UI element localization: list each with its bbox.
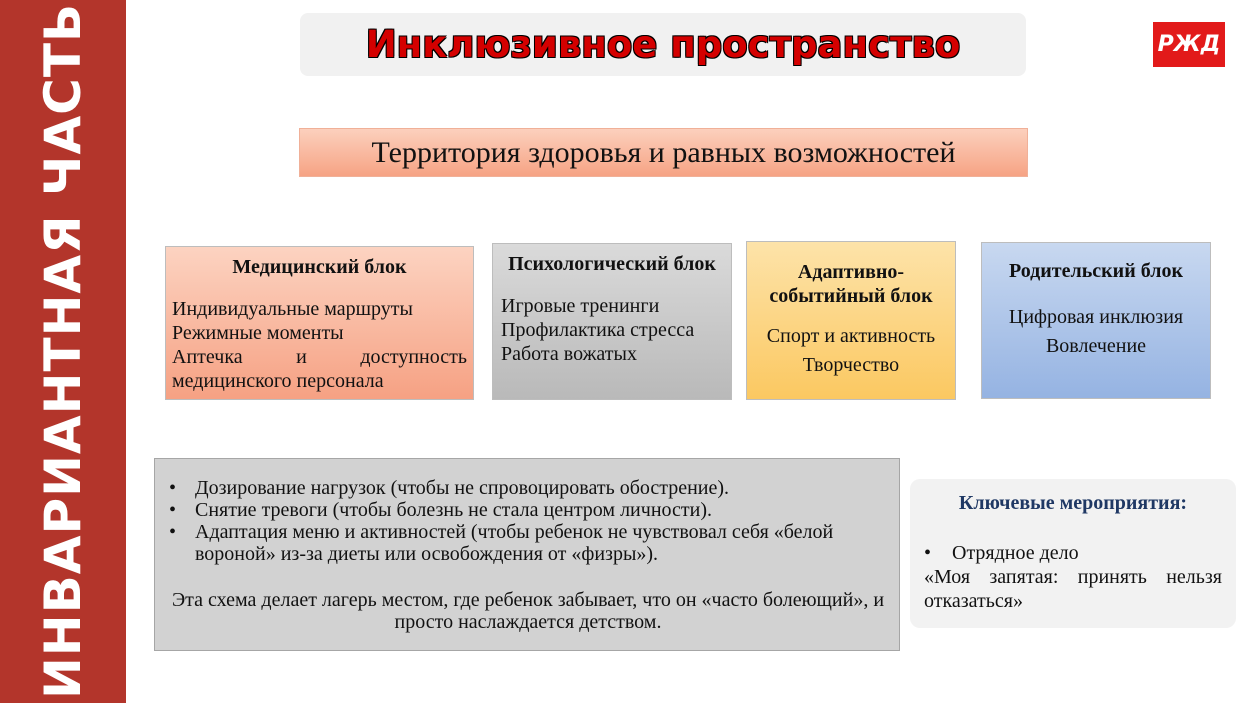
notes-bullet: • Снятие тревоги (чтобы болезнь не стала центром личности). [169,499,887,521]
territory-banner: Территория здоровья и равных возможностей [299,128,1028,177]
notes-summary: Эта схема делает лагерь местом, где ребенок забывает, что он «часто болеющий», и просто наслаждается детством. [171,589,885,633]
psychological-block [492,243,732,400]
key-events-bullet: • Отрядное дело [924,541,1222,565]
rzd-logo-icon: РЖД [1157,32,1221,57]
key-events-box [910,479,1236,628]
sidebar [0,0,126,703]
notes-box [154,458,900,651]
medical-item: Индивидуальные маршруты [172,298,413,320]
medical-item: Режимные моменты [172,322,344,344]
psychological-block-title: Психологический блок [508,253,716,275]
medical-item: Аптечка и доступность [172,346,467,368]
medical-block [165,246,474,400]
page-title: Инклюзивное пространство [365,23,961,66]
parental-block [981,242,1211,399]
adaptive-item: Творчество [802,354,900,376]
parental-item: Вовлечение [1045,335,1147,357]
notes-list [169,477,887,565]
parental-item: Цифровая инклюзия [1008,306,1184,328]
title-box [300,13,1026,76]
key-events-text: «Моя запятая: принять нельзя отказаться» [924,566,1222,612]
psychological-item: Работа вожатых [501,343,637,365]
adaptive-block [746,241,956,400]
medical-block-title: Медицинский блок [232,256,407,278]
adaptive-block-title: Адаптивно-событийный блок [769,261,933,307]
key-events-title: Ключевые мероприятия: [958,492,1188,514]
notes-bullet: • Дозирование нагрузок (чтобы не спровоцировать обострение). [169,477,887,499]
notes-bullet: • Адаптация меню и активностей (чтобы ребенок не чувствовал себя «белой вороной» из-за диеты или освобождения от «физры»). [169,521,887,565]
psychological-item: Игровые тренинги [501,295,660,317]
sidebar-label: ИНВАРИАНТНАЯ ЧАСТЬ [34,2,92,700]
rzd-logo [1153,22,1225,67]
psychological-item: Профилактика стресса [501,319,695,341]
parental-block-title: Родительский блок [1009,260,1183,282]
adaptive-item: Спорт и активность [766,325,936,347]
medical-item: медицинского персонала [172,370,384,392]
